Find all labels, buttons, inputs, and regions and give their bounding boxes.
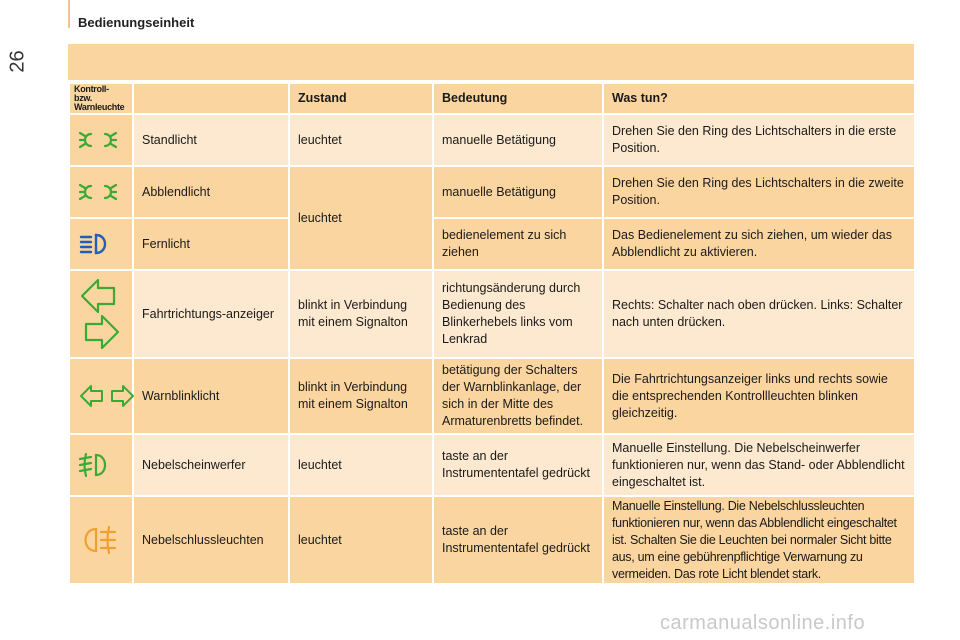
- table-row: [69, 358, 915, 434]
- light-name: Fahrtrichtungs-anzeiger: [133, 270, 289, 358]
- light-meaning: manuelle Betätigung: [433, 114, 603, 166]
- light-meaning: richtungsänderung durch Bedienung des Blinkerhebels links vom Lenkrad: [433, 270, 603, 358]
- warning-lights-table: [68, 82, 916, 585]
- header-was: Was tun?: [603, 83, 915, 114]
- header-blank: [133, 83, 289, 114]
- table-row: [69, 270, 915, 358]
- light-state: leuchtet: [289, 434, 433, 496]
- margin-line: [68, 0, 70, 28]
- light-action: Das Bedienelement zu sich ziehen, um wieder das Abblendlicht zu aktivieren.: [603, 218, 915, 270]
- light-name: Standlicht: [133, 114, 289, 166]
- light-action: Drehen Sie den Ring des Lichtschalters in die erste Position.: [603, 114, 915, 166]
- light-name: Fernlicht: [133, 218, 289, 270]
- section-title: Bedienungseinheit: [78, 15, 195, 30]
- table-header-row: [69, 83, 915, 114]
- header-bedeutung: Bedeutung: [433, 83, 603, 114]
- light-meaning: manuelle Betätigung: [433, 166, 603, 218]
- rear-fog-light-icon: [69, 496, 133, 584]
- header-band: [68, 44, 914, 80]
- light-meaning: taste an der Instrumententafel gedrückt: [433, 434, 603, 496]
- table-row: [69, 166, 915, 218]
- light-name: Abblendlicht: [133, 166, 289, 218]
- dipped-beam-icon: [69, 166, 133, 218]
- light-action: Manuelle Einstellung. Die Nebelscheinwerfer funktionieren nur, wenn das Stand- oder Abblendlicht eingeschaltet ist.: [603, 434, 915, 496]
- front-fog-light-icon: [69, 434, 133, 496]
- table-row: [69, 434, 915, 496]
- light-action: Die Fahrtrichtungsanzeiger links und rechts sowie die entsprechenden Kontrollleuchten blinken gleichzeitig.: [603, 358, 915, 434]
- light-state: blinkt in Verbindung mit einem Signalton: [289, 270, 433, 358]
- light-state: leuchtet: [289, 114, 433, 166]
- table-row: [69, 496, 915, 584]
- header-zustand: Zustand: [289, 83, 433, 114]
- light-action: Manuelle Einstellung. Die Nebelschlussleuchten funktionieren nur, wenn das Abblendlicht eingeschaltet ist. Schalten Sie die Leuchten bei normaler Sicht bitte aus, um eine gebührenpflichtige Verwarnung zu vermeiden. Das rote Licht blendet stark.: [603, 496, 915, 584]
- page-number: 26: [6, 50, 29, 73]
- light-state: blinkt in Verbindung mit einem Signalton: [289, 358, 433, 434]
- main-beam-icon: [69, 218, 133, 270]
- hazard-warning-icon: [69, 358, 133, 434]
- light-meaning: taste an der Instrumententafel gedrückt: [433, 496, 603, 584]
- light-name: Warnblinklicht: [133, 358, 289, 434]
- light-name: Nebelscheinwerfer: [133, 434, 289, 496]
- light-state: leuchtet: [289, 496, 433, 584]
- turn-signal-icon: [69, 270, 133, 358]
- table-row: [69, 114, 915, 166]
- table-row: [69, 218, 915, 270]
- watermark: carmanualsonline.info: [660, 612, 866, 634]
- light-name: Nebelschlussleuchten: [133, 496, 289, 584]
- header-lamp: Kontroll- bzw. Warnleuchte: [69, 83, 133, 114]
- light-meaning: bedienelement zu sich ziehen: [433, 218, 603, 270]
- parking-light-icon: [69, 114, 133, 166]
- light-meaning: betätigung der Schalters der Warnblinkanlage, der sich in der Mitte des Armaturenbretts befindet.: [433, 358, 603, 434]
- light-state: leuchtet: [289, 166, 433, 270]
- light-action: Rechts: Schalter nach oben drücken. Links: Schalter nach unten drücken.: [603, 270, 915, 358]
- light-action: Drehen Sie den Ring des Lichtschalters in die zweite Position.: [603, 166, 915, 218]
